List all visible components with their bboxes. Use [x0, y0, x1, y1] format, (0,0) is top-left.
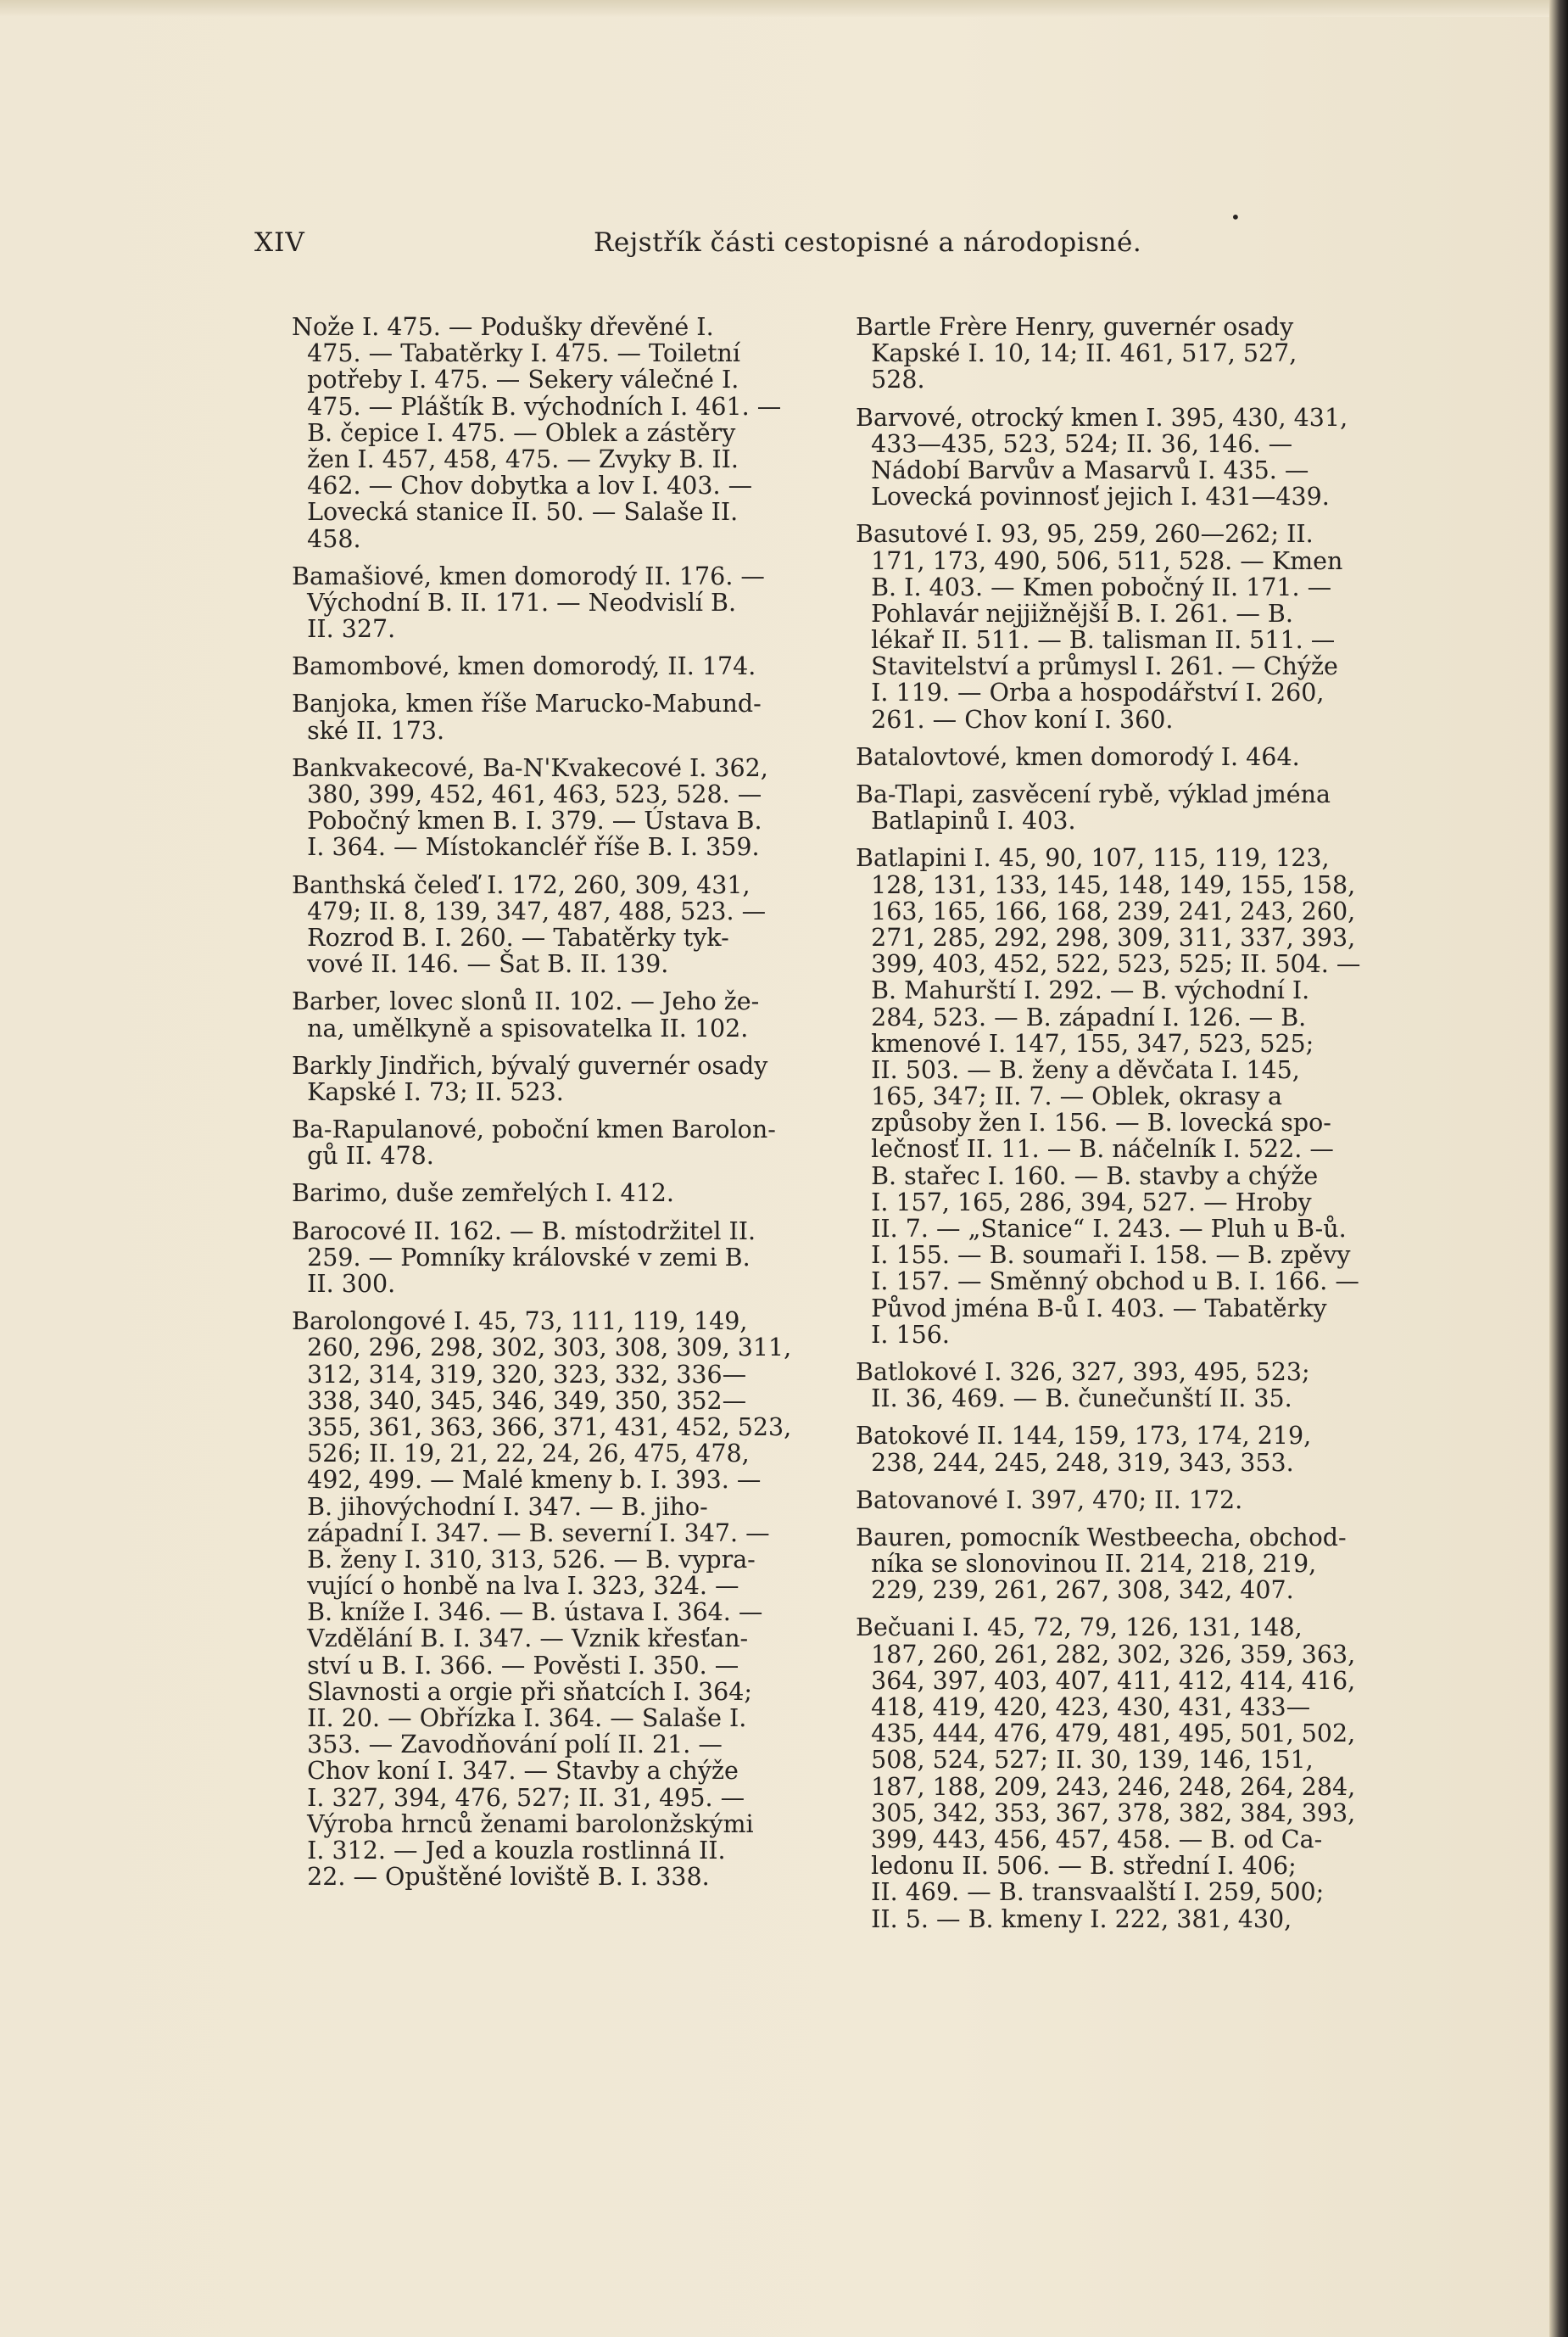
index-entry-line: ství u B. I. 366. — Pověsti I. 350. — — [292, 1651, 739, 1680]
index-entry-line: 475. — Tabatěrky I. 475. — Toiletní — [292, 339, 741, 368]
index-entry-line: Pobočný kmen B. I. 379. — Ústava B. — [292, 807, 762, 836]
index-column-left — [292, 314, 817, 1901]
index-entry — [856, 845, 1407, 1348]
index-entry-line: 355, 361, 363, 366, 371, 431, 452, 523, — [292, 1412, 792, 1441]
index-entry — [292, 1053, 817, 1105]
index-entry — [856, 1524, 1407, 1604]
index-entry — [292, 988, 817, 1041]
index-entry-line: B. Mahurští I. 292. — B. východní I. — [856, 976, 1310, 1005]
index-entry-line: I. 364. — Místokancléř říše B. I. 359. — [292, 833, 760, 862]
index-entry — [856, 1487, 1407, 1513]
index-entry-line: II. 327. — [292, 615, 396, 644]
index-entry-line: Bamombové, kmen domorodý, II. 174. — [292, 652, 756, 681]
index-entry — [292, 1308, 817, 1890]
index-entry-line: 418, 419, 420, 423, 430, 431, 433— — [856, 1693, 1311, 1721]
index-entry-line: Barber, lovec slonů II. 102. — Jeho že- — [292, 987, 760, 1016]
index-entry-line: Bauren, pomocník Westbeecha, obchod- — [856, 1523, 1347, 1551]
index-entry-line: Východní B. II. 171. — Neodvislí B. — [292, 588, 737, 617]
index-entry-line: I. 156. — [856, 1320, 950, 1349]
index-entry-line: 259. — Pomníky královské v zemi B. — [292, 1243, 751, 1272]
index-entry-line: Vzdělání B. I. 347. — Vznik křesťan- — [292, 1624, 749, 1653]
index-entry-line: I. 327, 394, 476, 527; II. 31, 495. — — [292, 1783, 745, 1812]
index-entry-line: II. 469. — B. transvaalští I. 259, 500; — [856, 1878, 1325, 1907]
index-entry-line: B. jihovýchodní I. 347. — B. jiho- — [292, 1492, 708, 1521]
index-entry-line: Batlapinů I. 403. — [856, 807, 1076, 836]
index-entry-line: B. čepice I. 475. — Oblek a zástěry — [292, 418, 736, 447]
index-entry-line: Batalovtové, kmen domorodý I. 464. — [856, 742, 1300, 771]
index-entry-line: 284, 523. — B. západní I. 126. — B. — [856, 1003, 1307, 1032]
index-entry — [856, 521, 1407, 733]
index-entry-line: II. 7. — „Stanice“ I. 243. — Pluh u B-ů. — [856, 1215, 1347, 1243]
index-entry-line: 435, 444, 476, 479, 481, 495, 501, 502, — [856, 1719, 1356, 1748]
index-entry-line: Ba-Rapulanové, poboční kmen Barolon- — [292, 1115, 776, 1144]
index-entry-line: potřeby I. 475. — Sekery válečné I. — [292, 366, 739, 394]
index-entry-line: Bečuani I. 45, 72, 79, 126, 131, 148, — [856, 1613, 1303, 1642]
index-entry-line: Původ jména B-ů I. 403. — Tabatěrky — [856, 1294, 1327, 1322]
index-entry-line: I. 312. — Jed a kouzla rostlinná II. — [292, 1836, 726, 1865]
page-number: XIV — [254, 227, 305, 258]
index-entry-line: západní I. 347. — B. severní I. 347. — — [292, 1518, 770, 1547]
index-entry-line: I. 119. — Orba a hospodářství I. 260, — [856, 679, 1325, 707]
index-entry — [856, 1423, 1407, 1475]
index-entry-line: 260, 296, 298, 302, 303, 308, 309, 311, — [292, 1333, 792, 1362]
index-entry-line: B. ženy I. 310, 313, 526. — B. vypra- — [292, 1545, 756, 1574]
index-entry-line: Lovecká stanice II. 50. — Salaše II. — [292, 498, 739, 527]
index-entry-line: I. 155. — B. soumaři I. 158. — B. zpěvy — [856, 1241, 1351, 1270]
index-entry-line: 399, 403, 452, 522, 523, 525; II. 504. — — [856, 950, 1361, 979]
index-entry-line: 229, 239, 261, 267, 308, 342, 407. — [856, 1576, 1294, 1605]
index-entry — [292, 653, 817, 679]
index-entry — [856, 1614, 1407, 1932]
page-header — [254, 207, 1391, 278]
index-entry-line: 492, 499. — Malé kmeny b. I. 393. — — [292, 1466, 762, 1495]
index-entry-line: Barolongové I. 45, 73, 111, 119, 149, — [292, 1307, 748, 1336]
stray-dot-mark: • — [1230, 207, 1241, 227]
index-entry-line: I. 157, 165, 286, 394, 527. — Hroby — [856, 1188, 1312, 1216]
index-entry-line: 261. — Chov koní I. 360. — [856, 705, 1174, 734]
index-entry — [292, 690, 817, 743]
index-entry-line: 271, 285, 292, 298, 309, 311, 337, 393, — [856, 923, 1356, 952]
index-entry-line: vující o honbě na lva I. 323, 324. — — [292, 1572, 739, 1601]
index-entry — [292, 1116, 817, 1169]
index-entry-line: 22. — Opuštěné loviště B. I. 338. — [292, 1863, 710, 1892]
index-entry — [856, 314, 1407, 394]
index-entry-line: 433—435, 523, 524; II. 36, 146. — — [856, 429, 1293, 458]
index-entry-line: Ba-Tlapi, zasvěcení rybě, výklad jména — [856, 780, 1331, 808]
index-entry-line: ledonu II. 506. — B. střední I. 406; — [856, 1852, 1297, 1881]
index-entry-line: 171, 173, 490, 506, 511, 528. — Kmen — [856, 546, 1343, 575]
index-entry-line: 479; II. 8, 139, 347, 487, 488, 523. — — [292, 897, 767, 925]
index-entry-line: vové II. 146. — Šat B. II. 139. — [292, 950, 669, 979]
index-entry-line: II. 36, 469. — B. čunečunští II. 35. — [856, 1384, 1292, 1413]
index-entry-line: 526; II. 19, 21, 22, 24, 26, 475, 478, — [292, 1440, 750, 1468]
index-entry-line: II. 20. — Obřízka I. 364. — Salaše I. — [292, 1704, 747, 1732]
index-entry-line: Batovanové I. 397, 470; II. 172. — [856, 1485, 1243, 1514]
index-column-right — [856, 314, 1407, 1943]
index-entry-line: 399, 443, 456, 457, 458. — B. od Ca- — [856, 1825, 1323, 1853]
index-entry-line: 128, 131, 133, 145, 148, 149, 155, 158, — [856, 870, 1356, 899]
index-entry-line: způsoby žen I. 156. — B. lovecká spo- — [856, 1109, 1331, 1138]
index-entry-line: gů II. 478. — [292, 1142, 434, 1171]
index-entry-line: 353. — Zavodňování polí II. 21. — — [292, 1730, 723, 1759]
index-entry-line: Výroba hrnců ženami barolonžskými — [292, 1809, 754, 1838]
index-entry — [856, 1359, 1407, 1412]
index-entry-line: lečnosť II. 11. — B. náčelník I. 522. — — [856, 1135, 1334, 1164]
index-entry-line: 462. — Chov dobytka a lov I. 403. — — [292, 472, 753, 500]
index-entry-line: Banjoka, kmen říše Marucko-Mabund- — [292, 690, 762, 718]
index-entry-line: lékař II. 511. — B. talisman II. 511. — — [856, 626, 1336, 655]
index-entry-line: Chov koní I. 347. — Stavby a chýže — [292, 1757, 739, 1786]
index-entry-line: B. I. 403. — Kmen pobočný II. 171. — — [856, 573, 1332, 601]
index-entry-line: kmenové I. 147, 155, 347, 523, 525; — [856, 1029, 1314, 1058]
index-entry-line: Bamašiové, kmen domorodý II. 176. — — [292, 562, 765, 590]
index-entry-line: Nože I. 475. — Podušky dřevěné I. — [292, 313, 714, 341]
index-entry-line: 380, 399, 452, 461, 463, 523, 528. — — [292, 780, 762, 808]
index-entry-line: ské II. 173. — [292, 716, 445, 745]
index-entry-line: B. kníže I. 346. — B. ústava I. 364. — — [292, 1598, 763, 1627]
index-entry-line: 163, 165, 166, 168, 239, 241, 243, 260, — [856, 897, 1356, 925]
index-entry-line: na, umělkyně a spisovatelka II. 102. — [292, 1014, 749, 1043]
index-entry-line: Kapské I. 10, 14; II. 461, 517, 527, — [856, 339, 1297, 368]
index-entry — [292, 755, 817, 861]
index-entry-line: Nádobí Barvův a Masarvů I. 435. — — [856, 456, 1309, 484]
index-entry-line: Barvové, otrocký kmen I. 395, 430, 431, — [856, 403, 1348, 432]
index-entry-line: Banthská čeleď I. 172, 260, 309, 431, — [292, 870, 751, 899]
page-top-shadow — [0, 0, 1568, 17]
index-entry — [856, 781, 1407, 834]
index-entry-line: 312, 314, 319, 320, 323, 332, 336— — [292, 1360, 747, 1389]
index-entry-line: 364, 397, 403, 407, 411, 412, 414, 416, — [856, 1666, 1356, 1695]
index-entry-line: B. stařec I. 160. — B. stavby a chýže — [856, 1161, 1319, 1190]
index-entry-line: níka se slonovinou II. 214, 218, 219, — [856, 1550, 1317, 1579]
index-entry-line: Slavnosti a orgie při sňatcích I. 364; — [292, 1677, 753, 1706]
index-entry-line: Bartle Frère Henry, guvernér osady — [856, 313, 1294, 341]
index-entry — [292, 1180, 817, 1206]
index-entry-line: 508, 524, 527; II. 30, 139, 146, 151, — [856, 1746, 1314, 1775]
index-entry-line: 238, 244, 245, 248, 319, 343, 353. — [856, 1448, 1294, 1477]
index-entry-line: Kapské I. 73; II. 523. — [292, 1077, 564, 1106]
index-entry-line: II. 503. — B. ženy a děvčata I. 145, — [856, 1055, 1300, 1084]
index-entry-line: 165, 347; II. 7. — Oblek, okrasy a — [856, 1082, 1282, 1111]
index-entry-line: 338, 340, 345, 346, 349, 350, 352— — [292, 1386, 747, 1415]
page-title: Rejstřík části cestopisné a národopisné. — [594, 227, 1142, 258]
index-entry-line: 528. — [856, 366, 925, 394]
index-entry-line: Bankvakecové, Ba-N'Kvakecové I. 362, — [292, 753, 768, 782]
index-entry — [292, 1218, 817, 1298]
index-entry-line: Basutové I. 93, 95, 259, 260—262; II. — [856, 520, 1314, 549]
index-entry-line: Barimo, duše zemřelých I. 412. — [292, 1179, 674, 1208]
index-entry-line: Batokové II. 144, 159, 173, 174, 219, — [856, 1422, 1312, 1451]
index-entry-line: 458. — [292, 524, 361, 553]
index-entry — [292, 872, 817, 978]
index-entry — [292, 314, 817, 552]
index-entry-line: Stavitelství a průmysl I. 261. — Chýže — [856, 652, 1338, 681]
index-entry — [856, 744, 1407, 770]
index-entry-line: Batlokové I. 326, 327, 393, 495, 523; — [856, 1357, 1310, 1386]
index-entry-line: Barkly Jindřich, bývalý guvernér osady — [292, 1051, 768, 1080]
index-entry-line: Barocové II. 162. — B. místodržitel II. — [292, 1216, 756, 1245]
index-entry-line: Rozrod B. I. 260. — Tabatěrky tyk- — [292, 923, 729, 952]
index-entry-line: Lovecká povinnosť jejich I. 431—439. — [856, 483, 1330, 512]
index-entry-line: 305, 342, 353, 367, 378, 382, 384, 393, — [856, 1798, 1356, 1827]
index-entry-line: II. 5. — B. kmeny I. 222, 381, 430, — [856, 1904, 1292, 1933]
index-entry-line: 187, 188, 209, 243, 246, 248, 264, 284, — [856, 1772, 1356, 1801]
index-entry-line: Pohlavár nejjižnější B. I. 261. — B. — [856, 599, 1293, 628]
index-entry-line: 475. — Pláštík B. východních I. 461. — — [292, 392, 782, 421]
index-entry-line: I. 157. — Směnný obchod u B. I. 166. — — [856, 1267, 1359, 1296]
index-entry — [856, 405, 1407, 511]
page-binding-edge — [1549, 0, 1568, 2337]
index-entry-line: 187, 260, 261, 282, 302, 326, 359, 363, — [856, 1640, 1356, 1669]
index-entry-line: Batlapini I. 45, 90, 107, 115, 119, 123, — [856, 844, 1330, 873]
index-entry-line: žen I. 457, 458, 475. — Zvyky B. II. — [292, 444, 739, 473]
index-entry-line: II. 300. — [292, 1270, 396, 1298]
index-entry — [292, 563, 817, 643]
